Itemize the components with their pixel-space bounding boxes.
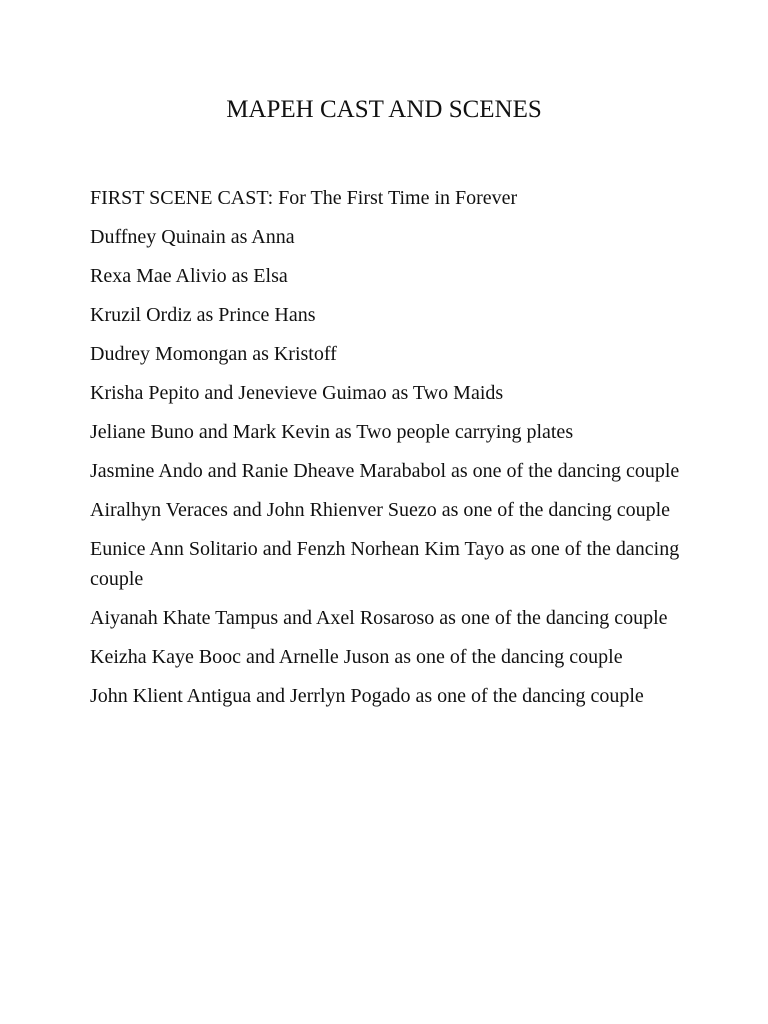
cast-list	[90, 184, 690, 721]
cast-line: Duffney Quinain as Anna	[90, 226, 295, 248]
cast-line: Jeliane Buno and Mark Kevin as Two people carrying plates	[90, 421, 574, 443]
page-title: MAPEH CAST AND SCENES	[226, 96, 542, 123]
cast-line: Jasmine Ando and Ranie Dheave Marababol as one of the dancing couple	[90, 460, 680, 482]
cast-line: Eunice Ann Solitario and Fenzh Norhean Kim Tayo as one of the dancing couple	[90, 538, 680, 590]
cast-line: John Klient Antigua and Jerrlyn Pogado as one of the dancing couple	[90, 684, 644, 707]
cast-line: Krisha Pepito and Jenevieve Guimao as Two Maids	[90, 382, 504, 404]
cast-line: Aiyanah Khate Tampus and Axel Rosaroso as one of the dancing couple	[90, 606, 668, 629]
cast-line: Dudrey Momongan as Kristoff	[90, 343, 337, 365]
cast-line: Kruzil Ordiz as Prince Hans	[90, 304, 316, 326]
scene-heading: FIRST SCENE CAST: For The First Time in Forever	[90, 187, 518, 209]
cast-line: Keizha Kaye Booc and Arnelle Juson as one of the dancing couple	[90, 645, 623, 668]
cast-line: Rexa Mae Alivio as Elsa	[90, 265, 288, 287]
cast-line: Airalhyn Veraces and John Rhienver Suezo as one of the dancing couple	[90, 499, 671, 521]
